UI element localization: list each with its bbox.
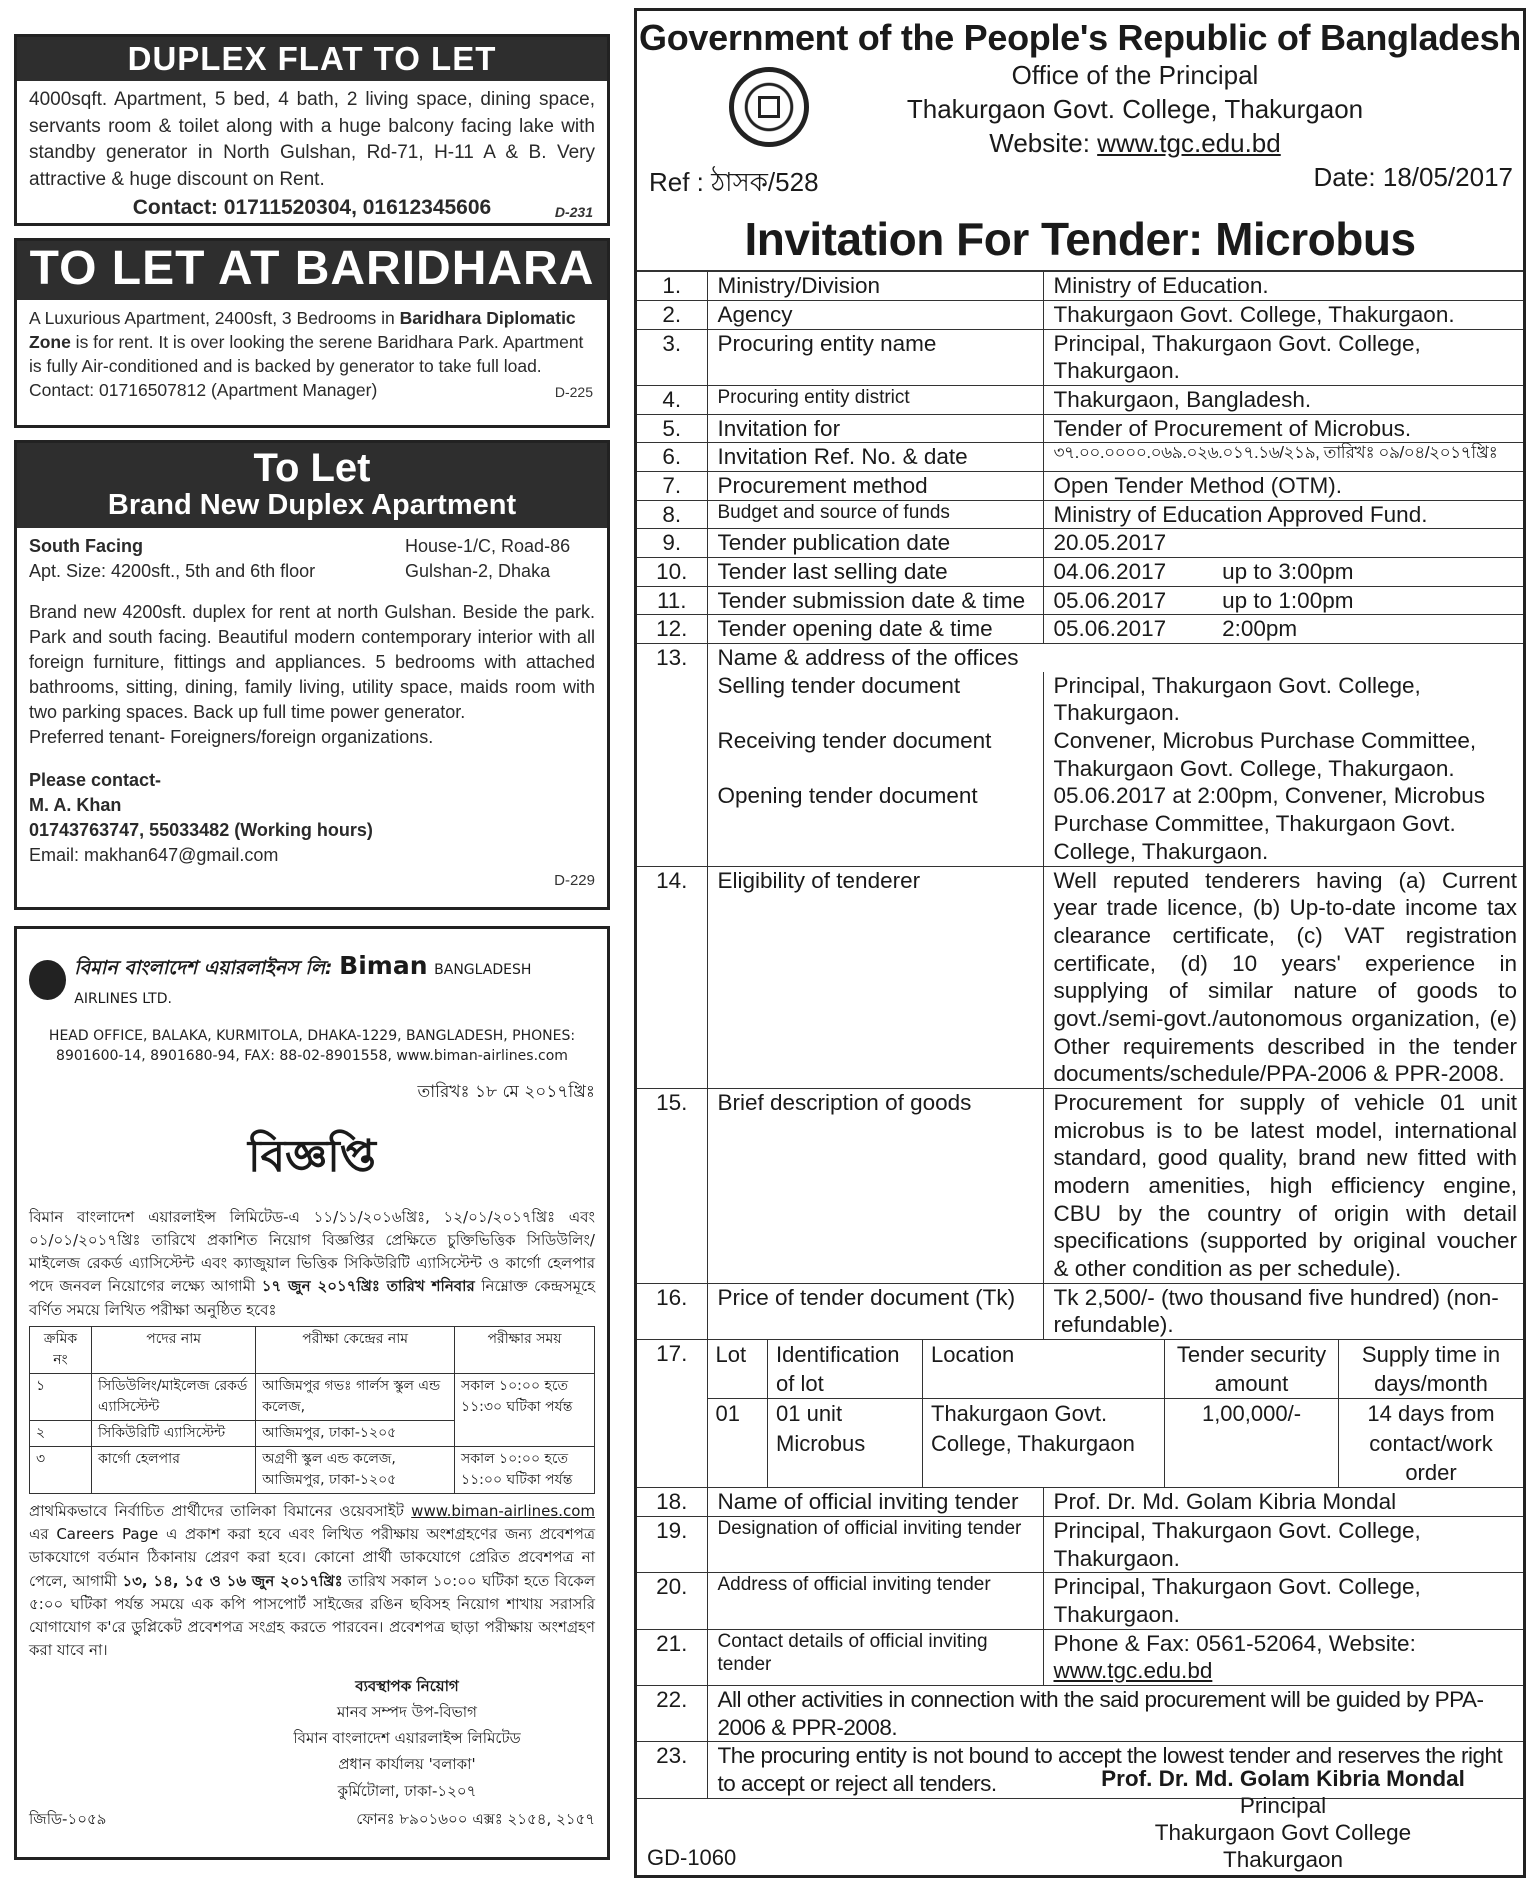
lot-header-row <box>708 1340 1524 1399</box>
row-label: Ministry/Division <box>707 271 1043 300</box>
date-value: 04.06.2017 <box>1053 559 1167 585</box>
row-label: Eligibility of tenderer <box>707 866 1043 1088</box>
sign-line: Principal <box>1239 1793 1327 1818</box>
row-label: Tender submission date & time <box>707 586 1043 615</box>
gov-heading: Government of the People's Republic of Bangladesh <box>639 17 1521 58</box>
table-cell: Thakurgaon Govt. College, Thakurgaon <box>923 1399 1165 1487</box>
row-value: Tk 2,500/- (two thousand five hundred) (non-refundable). <box>1043 1283 1523 1339</box>
ad-title: TO LET AT BARIDHARA <box>17 241 607 300</box>
tender-table <box>637 270 1523 1798</box>
column-header: Location <box>923 1340 1165 1399</box>
para-text: তারিখ সকাল ১০:০০ ঘটিকা হতে বিকেল ৫:০০ ঘটিকা পর্যন্ত সময়ে এক কপি পাসপোর্ট সাইজের রঙিন ছবিসহ নিয়োগ শাখায় সরাসরি যোগাযোগ ক'রে ডুপ্লিকেট প্রবেশপত্র সংগ্রহ করতে পারবেন। প্রবেশপত্র ছাড়া পরীক্ষায় অংশগ্রহণ করা যাবে না। <box>29 1571 595 1660</box>
biman-en-name: Biman <box>339 951 428 980</box>
row-value: Thakurgaon Govt. College, Thakurgaon. <box>1043 301 1523 330</box>
website-label: Website: <box>989 127 1098 158</box>
row-label: Tender opening date & time <box>707 615 1043 644</box>
sign-line: বিমান বাংলাদেশ এয়ারলাইন্স লিমিটেড <box>293 1729 521 1748</box>
row-number: 22. <box>637 1685 707 1741</box>
ad-body-post: is for rent. It is over looking the serene Baridhara Park. Apartment is fully Air-conditioned and is backed by generator to take full load. <box>29 332 584 377</box>
biman-footer <box>29 1808 595 1833</box>
row-label: Invitation for <box>707 414 1043 443</box>
sign-line: মানব সম্পদ উপ-বিভাগ <box>337 1702 477 1721</box>
date-value: 05.06.2017 <box>1053 616 1167 642</box>
column-header: পরীক্ষার সময় <box>455 1326 595 1373</box>
para-text: প্রাথমিকভাবে নির্বাচিত প্রার্থীদের তালিকা বিমানের ওয়েবসাইট <box>29 1501 404 1520</box>
ad-header <box>17 443 607 528</box>
table-cell: ১ <box>30 1373 92 1420</box>
ad-code: জিডি-১০৫৯ <box>29 1809 107 1828</box>
ad-body: 4000sqft. Apartment, 5 bed, 4 bath, 2 living space, dining space, servants room & toilet along with a huge balcony facing lake with standby generator in North Gulshan, Rd-71, H-11 A & B. Very attractive & huge discount on Rent. <box>29 89 595 190</box>
row-label: Procuring entity district <box>707 386 1043 415</box>
time-value: 2:00pm <box>1222 616 1298 642</box>
column-header: Lot <box>708 1340 768 1399</box>
para-text: নিম্নোক্ত কেন্দ্রসমূহে বর্ণিত সময়ে লিখিত পরীক্ষা অনুষ্ঠিত হবেঃ <box>29 1277 595 1319</box>
contact-name: M. A. Khan <box>29 795 122 816</box>
website-line <box>747 127 1523 161</box>
column-header: Tender security amount <box>1165 1340 1339 1399</box>
table-row <box>637 1573 1523 1629</box>
lot-table <box>708 1340 1524 1487</box>
table-row <box>637 1488 1523 1517</box>
contact-email: Email: makhan647@gmail.com <box>29 845 279 866</box>
ref-row <box>637 162 1523 206</box>
row-number: 8. <box>637 500 707 529</box>
biman-phone: ফোনঃ ৮৯০১৬০০ এক্সঃ ২১৫৪, ২১৫৭ <box>356 1809 595 1828</box>
college-name: Thakurgaon Govt. College, Thakurgaon <box>906 93 1364 124</box>
biman-logo-icon <box>29 960 66 1000</box>
table-row <box>637 727 1523 782</box>
table-cell: সকাল ১০:০০ হতে ১১:৩০ ঘটিকা পর্যন্ত <box>455 1373 595 1446</box>
row-value: Thakurgaon, Bangladesh. <box>1043 386 1523 415</box>
row-number: 2. <box>637 301 707 330</box>
row-label: Opening tender document <box>707 782 1043 866</box>
column-header: Supply time in days/month <box>1339 1340 1524 1399</box>
biman-date: তারিখঃ ১৮ মে ২০১৭খ্রিঃ <box>417 1081 595 1102</box>
row-number: 14. <box>637 866 707 1088</box>
ref-number: Ref : ঠাসক/528 <box>649 167 819 198</box>
biman-para1 <box>29 1206 595 1322</box>
table-row <box>30 1446 595 1493</box>
row-value: Procurement for supply of vehicle 01 unit microbus is to be latest model, international standard, good quality, brand new fitted with modern amenities, high efficiency engine, CBU by the country of origin with detail specifications (supported by original voucher & other condition as per schedule). <box>1043 1088 1523 1283</box>
sign-line: Thakurgaon <box>1222 1847 1344 1872</box>
table-header-row <box>30 1326 595 1373</box>
biman-name <box>74 951 595 1008</box>
row-number: 20. <box>637 1573 707 1629</box>
ad-contact-text: Contact: 01711520304, 01612345606 <box>132 196 492 220</box>
office-name: Office of the Principal <box>1011 60 1259 90</box>
row-number: 10. <box>637 558 707 587</box>
row-value: Ministry of Education Approved Fund. <box>1043 500 1523 529</box>
row-number: 3. <box>637 329 707 385</box>
row-value: Tender of Procurement of Microbus. <box>1043 414 1523 443</box>
table-row <box>637 414 1523 443</box>
row-number: 4. <box>637 386 707 415</box>
table-cell: আজিমপুর গভঃ গার্লস স্কুল এন্ড কলেজ, <box>256 1373 455 1420</box>
row-value: ৩৭.০০.০০০০.০৬৯.০২৬.০১৭.১৬/২১৯, তারিখঃ ০৯/০৪/২০১৭খ্রিঃ <box>1043 443 1523 472</box>
biman-en-name-sm: BANGLADESH AIRLINES LTD. <box>74 962 532 1007</box>
biman-address <box>29 1026 595 1067</box>
row-label: Brief description of goods <box>707 1088 1043 1283</box>
table-row <box>637 472 1523 501</box>
date-value: 05.06.2017 <box>1053 587 1167 613</box>
row-label: Budget and source of funds <box>707 500 1043 529</box>
table-cell: 01 unit Microbus <box>768 1399 923 1487</box>
lot-row <box>708 1399 1524 1487</box>
row-number: 17. <box>637 1339 707 1487</box>
ad-body <box>29 306 595 378</box>
ad-code: D-231 <box>554 204 593 221</box>
duplex-flat-ad <box>14 34 610 226</box>
row-value: Convener, Microbus Purchase Committee, Thakurgaon Govt. College, Thakurgaon. <box>1053 728 1477 781</box>
table-row <box>637 615 1523 644</box>
row-label: Selling tender document <box>707 672 1043 727</box>
lot-cell <box>707 1339 1523 1487</box>
row-value <box>1043 615 1523 644</box>
ad-contact: Contact: 01716507812 (Apartment Manager) <box>29 380 378 401</box>
college-seal-icon <box>729 67 809 147</box>
table-row <box>637 1283 1523 1339</box>
office-block <box>747 59 1523 160</box>
table-row <box>637 386 1523 415</box>
para-bold: ১৩, ১৪, ১৫ ও ১৬ জুন ২০১৭খ্রিঃ <box>122 1571 343 1590</box>
table-row <box>30 1373 595 1420</box>
row-number: 12. <box>637 615 707 644</box>
biman-bn-name: বিমান বাংলাদেশ এয়ারলাইনস লি: <box>74 957 333 979</box>
biman-logo <box>29 951 595 1008</box>
address-line: House-1/C, Road-86 <box>405 536 571 556</box>
table-row <box>637 782 1523 866</box>
brand-new-duplex-ad <box>14 440 610 910</box>
ad-contact <box>29 193 595 222</box>
tender-title: Invitation For Tender: Microbus <box>744 213 1416 266</box>
column-header: পদের নাম <box>92 1326 256 1373</box>
column-header: ক্রমিক নং <box>30 1326 92 1373</box>
biman-title: বিজ্ঞপ্তি <box>248 1130 376 1182</box>
row-label: Tender publication date <box>707 529 1043 558</box>
table-row <box>637 301 1523 330</box>
row-value <box>1043 558 1523 587</box>
row-value: Prof. Dr. Md. Golam Kibria Mondal <box>1043 1488 1523 1517</box>
contact-text: Phone & Fax: 0561-52064, Website: <box>1053 1630 1416 1656</box>
row-label: Receiving tender document <box>707 727 1043 782</box>
row-value <box>1043 586 1523 615</box>
row-number: 9. <box>637 529 707 558</box>
left-column <box>14 34 610 1872</box>
ad-body-bold: Baridhara Diplomatic Zone <box>29 308 576 353</box>
table-cell: 14 days from contact/work order <box>1367 1401 1495 1485</box>
row-label: Agency <box>707 301 1043 330</box>
table-row <box>637 1339 1523 1487</box>
address-line: Gulshan-2, Dhaka <box>405 561 551 582</box>
row-value: Principal, Thakurgaon Govt. College, Thakurgaon. <box>1053 672 1421 726</box>
table-cell: সিকিউরিটি এ্যাসিস্টেন্ট <box>92 1420 256 1446</box>
table-row <box>637 866 1523 1088</box>
row-number: 21. <box>637 1629 707 1685</box>
table-cell: সকাল ১০:০০ হতে ১১:০০ ঘটিকা পর্যন্ত <box>455 1446 595 1493</box>
baridhara-ad <box>14 238 610 428</box>
time-value: up to 1:00pm <box>1222 587 1354 613</box>
address-line: HEAD OFFICE, BALAKA, KURMITOLA, DHAKA-1229, BANGLADESH, PHONES: <box>48 1028 576 1044</box>
para-text: বিমান বাংলাদেশ এয়ারলাইন্স লিমিটেড-এ ১১/১১/২০১৬খ্রিঃ, ১২/০১/২০১৭খ্রিঃ এবং ০১/০১/২০১৭খ্রিঃ তারিখে প্রকাশিত নিয়োগ বিজ্ঞপ্তির প্রেক্ষিতে চুক্তিভিত্তিক সিডিউলিং/মাইলেজ রেকর্ড এ্যাসিস্টেন্ট এবং ক্যাজুয়াল ভিত্তিক সিকিউরিটি এ্যাসিস্টেন্ট ও কার্গো হেলপার পদে জনবল নিয়োগের লক্ষ্যে আগামী <box>29 1207 595 1296</box>
row-label: Tender last selling date <box>707 558 1043 587</box>
row-number: 19. <box>637 1516 707 1572</box>
row-label: Address of official inviting tender <box>707 1573 1043 1629</box>
row-label: Procuring entity name <box>707 329 1043 385</box>
row-number: 13. <box>637 644 707 866</box>
ad-code: GD-1060 <box>647 1845 737 1870</box>
table-row <box>637 443 1523 472</box>
row-number: 5. <box>637 414 707 443</box>
row-label: Invitation Ref. No. & date <box>707 443 1043 472</box>
row-value: 20.05.2017 <box>1043 529 1523 558</box>
table-row <box>637 586 1523 615</box>
row-number: 18. <box>637 1488 707 1517</box>
sign-line: ব্যবস্থাপক নিয়োগ <box>355 1676 459 1695</box>
row-value <box>1043 1629 1523 1685</box>
sign-line: Thakurgaon Govt College <box>1154 1820 1412 1845</box>
ad-subtitle: Brand New Duplex Apartment <box>107 489 517 521</box>
website-link[interactable]: www.tgc.edu.bd <box>1053 1658 1213 1684</box>
row-number: 1. <box>637 271 707 300</box>
row-label: Designation of official inviting tender <box>707 1516 1043 1572</box>
apt-size: Apt. Size: 4200sft., 5th and 6th floor <box>29 561 316 582</box>
biman-website-link[interactable]: www.biman-airlines.com <box>411 1501 595 1520</box>
table-cell: অগ্রণী স্কুল এন্ড কলেজ, আজিমপুর, ঢাকা-১২০৫ <box>256 1446 455 1493</box>
biman-signature <box>219 1673 595 1804</box>
row-value: Principal, Thakurgaon Govt. College, Thakurgaon. <box>1043 1573 1523 1629</box>
address-line: 8901600-14, 8901680-94, FAX: 88-02-8901558, www.biman-airlines.com <box>56 1048 568 1065</box>
table-cell: সিডিউলিং/মাইলেজ রেকর্ড এ্যাসিস্টেন্ট <box>92 1373 256 1420</box>
row-label: Price of tender document (Tk) <box>707 1283 1043 1339</box>
sign-line: প্রধান কার্যালয় 'বলাকা' <box>338 1755 476 1774</box>
ref-date: Date: 18/05/2017 <box>1313 162 1513 193</box>
table-row <box>637 500 1523 529</box>
row-value: Ministry of Education. <box>1043 271 1523 300</box>
row-value: Open Tender Method (OTM). <box>1043 472 1523 501</box>
table-row <box>637 1685 1523 1741</box>
table-row <box>637 1088 1523 1283</box>
table-cell: আজিমপুর, ঢাকা-১২০৫ <box>256 1420 455 1446</box>
ad-title: To Let <box>253 446 371 490</box>
row-note: All other activities in connection with the said procurement will be guided by PPA-2006 & PPR-2008. <box>707 1685 1523 1741</box>
row-number: 16. <box>637 1283 707 1339</box>
table-row <box>637 672 1523 727</box>
ad-code: D-229 <box>554 872 595 890</box>
row-number: 11. <box>637 586 707 615</box>
sign-line: Prof. Dr. Md. Golam Kibria Mondal <box>1101 1766 1465 1791</box>
website-link[interactable]: www.tgc.edu.bd <box>1097 127 1281 158</box>
row-number: 7. <box>637 472 707 501</box>
preferred-tenant: Preferred tenant- Foreigners/foreign organizations. <box>29 727 434 748</box>
table-row <box>637 329 1523 385</box>
table-cell: 01 <box>708 1399 768 1487</box>
row-label: Procurement method <box>707 472 1043 501</box>
table-cell: 1,00,000/- <box>1165 1399 1339 1487</box>
ad-body-pre: A Luxurious Apartment, 2400sft, 3 Bedrooms in <box>29 308 400 328</box>
para-text: এর Careers Page এ প্রকাশ করা হবে এবং লিখিত পরীক্ষায় অংশগ্রহণের জন্য প্রবেশপত্র ডাকযোগে বর্তমান ঠিকানায় প্রেরণ করা হবে। কোনো প্রার্থী ডাকযোগে প্রেরিত প্রবেশপত্র না পেলে, আগামী <box>29 1525 595 1590</box>
sign-line: কুর্মিটোলা, ঢাকা-১২০৭ <box>337 1781 477 1800</box>
column-header: Identification of lot <box>768 1340 923 1399</box>
time-value: up to 3:00pm <box>1222 559 1354 585</box>
ad-code: D-225 <box>554 384 593 401</box>
table-row <box>637 529 1523 558</box>
table-row <box>637 644 1523 672</box>
table-row <box>637 1629 1523 1685</box>
table-cell: ৩ <box>30 1446 92 1493</box>
table-row <box>637 558 1523 587</box>
tender-notice <box>634 8 1526 1878</box>
table-cell: ২ <box>30 1420 92 1446</box>
row-note: The procuring entity is not bound to accept the lowest tender and reserves the right to accept or reject all tenders. <box>707 1742 1523 1798</box>
row-label: Name of official inviting tender <box>707 1488 1043 1517</box>
biman-para2 <box>29 1500 595 1663</box>
row-number: 6. <box>637 443 707 472</box>
row-number: 15. <box>637 1088 707 1283</box>
exam-table <box>29 1326 595 1494</box>
row-label: Name & address of the offices <box>717 645 1019 671</box>
row-value: 05.06.2017 at 2:00pm, Convener, Microbus Purchase Committee, Thakurgaon Govt. College, Thakurgaon. <box>1043 782 1523 866</box>
tender-signature <box>1083 1765 1483 1873</box>
row-number: 23. <box>637 1742 707 1798</box>
table-cell: কার্গো হেলপার <box>92 1446 256 1493</box>
row-value: Principal, Thakurgaon Govt. College, Thakurgaon. <box>1043 329 1523 385</box>
table-row <box>637 1516 1523 1572</box>
column-header: পরীক্ষা কেন্দ্রের নাম <box>256 1326 455 1373</box>
para-bold: ১৭ জুন ২০১৭খ্রিঃ তারিখ শনিবার <box>261 1277 475 1296</box>
ad-body: Brand new 4200sft. duplex for rent at north Gulshan. Beside the park. Park and south facing. Beautiful modern contemporary interior with all foreign furniture, fittings and appliances. 5 bedrooms with attached bathrooms, sitting, dining, family living, utility space, maids room with two parking spaces. Back up full time power generator. <box>29 602 595 723</box>
row-value: Well reputed tenderers having (a) Current year trade licence, (b) Up-to-date income tax clearance certificate, (c) VAT registration certificate, (d) 10 years' experience in supplying of similar nature of goods to govt./semi-govt./autonomous organization, (e) Other requirements described in the tender documents/schedule/PPA-2006 & PPR-2008. <box>1043 866 1523 1088</box>
ad-title: DUPLEX FLAT TO LET <box>17 37 607 81</box>
facing: South Facing <box>29 536 143 556</box>
contact-phones: 01743763747, 55033482 (Working hours) <box>29 820 373 841</box>
row-label: Contact details of official inviting tender <box>707 1629 1043 1685</box>
contact-label: Please contact- <box>29 770 162 791</box>
biman-notice <box>14 926 610 1860</box>
table-row <box>637 271 1523 300</box>
row-value: Principal, Thakurgaon Govt. College, Thakurgaon. <box>1043 1516 1523 1572</box>
